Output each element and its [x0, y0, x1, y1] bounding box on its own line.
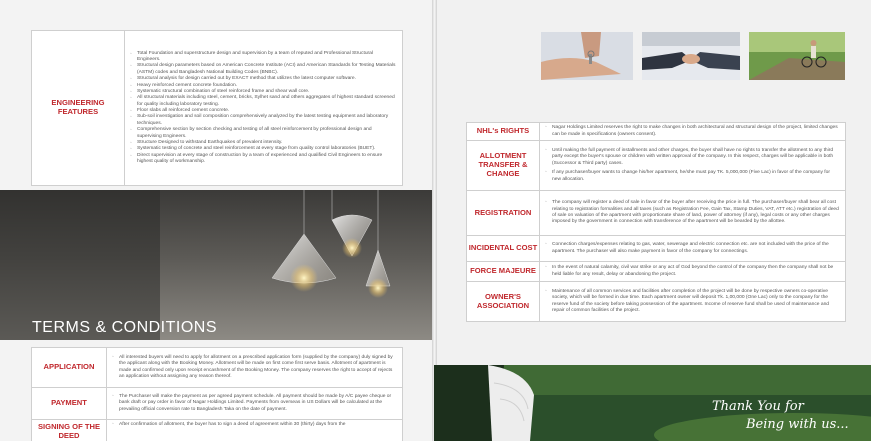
term-label-registration: REGISTRATION	[467, 191, 540, 236]
term-text-application: ◦ All interested buyers will need to apply for allotment on a prescribed application form (supplied by the company) duly signed by the applicant along with the Booking Money. Allotment will be made on first come first serve basis. Allotment of apartment is made and confirmed only upon receipt encashment of the Booking Money. The company reserves the right to accept of rejects an application without assigning any reason thereof.	[112, 355, 397, 381]
term-text-payment: ◦ The Purchaser will make the payment as per agreed payment schedule. All payment should be made by A/C payee cheque or bank draft or pay order in favor of Nagar Holdings Limited. Payments from overseas in US Dollars will be calculated at the prevailing official conversion rate to Bangladesh Taka on the date of payment.	[112, 394, 397, 413]
engineering-feature-item: ◦ Structural design parameters based on American Concrete Institute (ACI) and American Standards for Testing Materials (ASTM) codes and Bangladesh National Building Codes (BNBC).	[130, 63, 397, 76]
chandelier-banner	[0, 190, 432, 340]
term-row-force-majeure	[467, 262, 846, 282]
engineering-feature-item: ◦ Structure Designed to withstand Earthquakes of prevalent intensity.	[130, 140, 397, 146]
engineering-feature-item: ◦ Comprehensive section by section checking and testing of all steel reinforcement by professional design and supervising Engineers.	[130, 127, 397, 140]
photo-handshake	[642, 32, 740, 80]
term-row-signing	[32, 420, 403, 441]
engineering-features-table	[31, 30, 403, 186]
term-label-incidental: INCIDENTAL COST	[467, 236, 540, 262]
term-label-owners-association: OWNER'S ASSOCIATION	[467, 282, 540, 322]
term-row-registration	[467, 191, 846, 236]
term-row-nhl-rights	[467, 123, 846, 141]
term-label-signing: SIGNING OF THE DEED	[32, 420, 107, 441]
engineering-feature-item: ◦ Systematic testing of concrete and steel reinforcement at every stage from quality control laboratories (BUET).	[130, 146, 397, 152]
engineering-feature-item: ◦ Floor slabs all reinforced cement concrete.	[130, 108, 397, 114]
term-text-registration: ◦ The company will register a deed of sale in favor of the buyer after receiving the price in full. The purchaser/buyer shall bear all cost relating to registration formalities and all taxes (such as Registration Fee, Gain Tax, Stamp Duties, VAT, ATT etc.) registration of deed of sale on valuation of the apartment with proportionate share of land, power of attorney (if any), legal costs or any other charges imposed by the government in connection with transference of the apartment will be bearded by the allottee.	[545, 200, 840, 226]
engineering-feature-item: ◦ Sub-soil investigation and soil composition comprehensively analyzed by the latest testing equipment and laboratory techniques.	[130, 114, 397, 127]
engineering-feature-item: ◦ Systematic structural combination of steel reinforced frame and shear wall core.	[130, 89, 397, 95]
term-row-incidental	[467, 236, 846, 262]
term-text-allotment-2: ◦ If any purchaser/buyer wants to change his/her apartment, he/she must pay TK. 5,000,000 (Five Lac) in favor of the company for new allocation.	[545, 170, 840, 183]
engineering-features-label: ENGINEERING FEATURES	[32, 31, 125, 186]
term-label-force-majeure: FORCE MAJEURE	[467, 262, 540, 282]
engineering-feature-item: ◦ Total Foundation and superstructure design and supervision by a team of reputed and Professional Structural Engineers.	[130, 51, 397, 64]
term-text-incidental: ◦ Connection charges/expenses relating to gas, water, sewerage and electric connection etc. are not included with the price of the apartment. The purchaser will also make payment in favor of the company for connectings.	[545, 242, 840, 255]
term-row-allotment	[467, 141, 846, 191]
terms-and-conditions-title: TERMS & CONDITIONS	[32, 319, 218, 336]
term-text-allotment-1: ◦ Until making the full payment of installments and other charges, the buyer shall have no rights to transfer the allotment to any third party except the buyer's spouse or children with written approval of the company. In this respect, charges will be applicable in both (Successor & Third party) cases.	[545, 148, 840, 167]
thank-you-message	[706, 398, 849, 433]
right-terms-table	[466, 122, 846, 322]
term-text-nhl-rights: ◦ Nagar Holdings Limited reserves the right to make changes in both architectural and structural design of the project, limited changes can be made in specifications (owners consent).	[545, 125, 840, 138]
photo-keys-handover	[541, 32, 633, 80]
term-row-payment	[32, 388, 403, 420]
term-label-allotment: ALLOTMENT TRANSFER & CHANGE	[467, 141, 540, 191]
thank-you-line-2: Being with us...	[746, 416, 849, 432]
term-text-force-majeure: ◦ In the event of natural calamity, civil war strike or any act of God beyond the control of the company then the company shall not be held liable for any result, delay or abandoning the project.	[545, 265, 840, 278]
engineering-feature-item: ◦ Structural analysis for design carried out by EXACT method that utilizes the latest computer software.	[130, 76, 397, 82]
term-text-owners-association: ◦ Maintenance of all common services and facilities after completion of the project will be done by respective owners co-operative society, which will be formed in due time. Each apartment owner will deposit Tk. 1,00,000 (One Lac) only to the company for the reserve fund of the society before taking possession of the apartment. Income of reserve fund shall be used of maintenance and repair of common facilities of the project.	[545, 289, 840, 315]
thank-you-line-1: Thank You for	[712, 399, 804, 414]
term-row-application	[32, 348, 403, 388]
engineering-feature-item: ◦ Heavy reinforced cement concrete foundation.	[130, 83, 397, 89]
photo-cycling-family	[749, 32, 845, 80]
left-terms-table	[31, 347, 403, 441]
term-label-application: APPLICATION	[32, 348, 107, 388]
left-page	[0, 0, 432, 441]
term-label-payment: PAYMENT	[32, 388, 107, 420]
engineering-feature-item: ◦ Direct supervision at every stage of construction by a team of experienced and qualified Civil Engineers to ensure highest quality of workmanship.	[130, 153, 397, 166]
engineering-features-list	[130, 51, 397, 166]
chandelier-image	[0, 190, 432, 340]
engineering-feature-item: ◦ All structural materials including steel, cement, bricks, Sylhet sand and others aggregates of highest standard screened for quality including laboratory testing.	[130, 95, 397, 108]
term-label-nhl-rights: NHL's RIGHTS	[467, 123, 540, 141]
term-text-signing: ◦ After confirmation of allotment, the buyer has to sign a deed of agreement within 30 (thirty) days from the	[112, 422, 397, 428]
term-row-owners-association	[467, 282, 846, 322]
